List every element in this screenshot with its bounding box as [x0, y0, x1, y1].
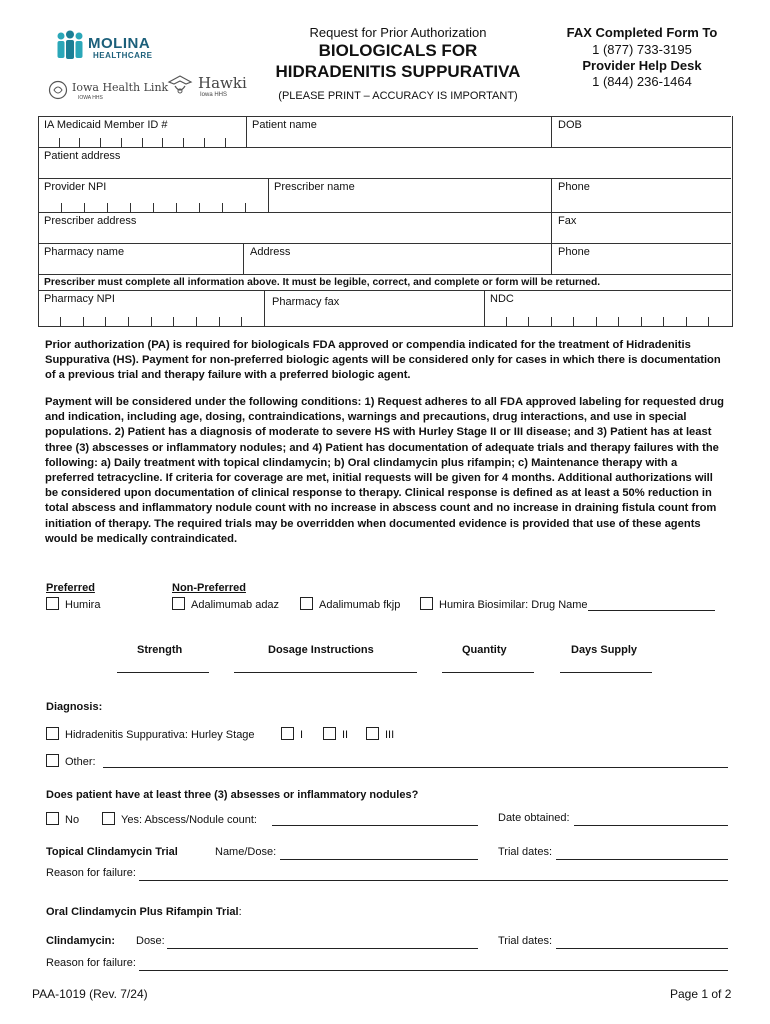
pharmacy-fax-field[interactable]: Pharmacy fax [272, 296, 340, 308]
preferred-label: Preferred [46, 582, 95, 594]
row-pharmacy-npi [38, 290, 731, 327]
adalimumab-fkjp-label: Adalimumab fkjp [319, 599, 401, 611]
date-obtained-line[interactable] [574, 825, 728, 826]
abscess-no-option[interactable] [46, 812, 79, 826]
abscess-no-label: No [65, 814, 80, 826]
ndc-label: NDC [490, 293, 514, 305]
page-number: Page 1 of 2 [670, 987, 732, 1001]
member-id-label: IA Medicaid Member ID # [44, 119, 168, 131]
iowa-health-link-icon [48, 80, 68, 100]
print-instruction: (PLEASE PRINT – ACCURACY IS IMPORTANT) [278, 90, 518, 102]
other-label: Other: [65, 756, 96, 768]
pharmacy-npi-label: Pharmacy NPI [44, 293, 115, 305]
abscess-question: Does patient have at least three (3) absesses or inflammatory nodules? [46, 789, 419, 801]
clindamycin-dose-label: Dose: [136, 935, 165, 947]
fax-field[interactable]: Fax [558, 215, 577, 227]
abscess-yes-option[interactable] [102, 812, 257, 826]
adalimumab-adaz-label: Adalimumab adaz [191, 599, 280, 611]
topical-trial-dates-line[interactable] [556, 859, 728, 860]
biosimilar-drug-name-line[interactable] [588, 610, 715, 611]
fax-label: FAX Completed Form To [566, 25, 718, 40]
payment-conditions-paragraph: Payment will be considered under the following conditions: 1) Request adheres to all FDA approved labeling for requested drug and indication, including age, dosing, contraindications, warnings and precautions, drug interactions, and use in special populations. 2) Patient has a diagnosis of moderate to severe HS with Hurley Stage II or III disease; and 3) Patient has at least three (3) abscesses or inflammatory nodules; and 4) Patient has documentation of adequate trials and therapy failures with the following: a) Daily treatment with topical clindamycin; b) Oral clindamycin plus rifampin; c) Maintenance therapy with a preferred tetracycline. If criteria for coverage are met, initial requests will be given for 4 months. Additional authorizations will be considered upon documentation of clinical response to therapy. Clinical response is defined as at least a 50% reduction in total abscess and inflammatory nodule count with no increase in abscess count and no increase in draining fistula count from initiation of therapy. The required trials may be overridden when documented evidence is provided that use of these agents would be medically contraindicated. [45, 396, 725, 545]
abscess-yes-checkbox[interactable] [102, 812, 115, 825]
help-desk-label: Provider Help Desk [582, 58, 702, 73]
hawki-bird-icon [166, 72, 194, 100]
row-member [38, 116, 731, 148]
row-patient-address [38, 147, 731, 179]
stage-2-label: II [342, 729, 349, 741]
topical-name-dose-line[interactable] [280, 859, 478, 860]
stage-3-label: III [385, 729, 395, 741]
hawki-text: Hawki [198, 74, 247, 92]
stage-2-option[interactable] [323, 727, 348, 741]
diagnosis-label: Diagnosis: [46, 701, 103, 713]
prescriber-address-field[interactable]: Prescriber address [44, 215, 137, 227]
pharmacy-npi-boxes[interactable] [38, 317, 264, 327]
oral-trial-label [46, 906, 242, 918]
days-supply-header: Days Supply [571, 644, 638, 656]
row-provider [38, 178, 731, 213]
hs-label: Hidradenitis Suppurativa: Hurley Stage [65, 729, 255, 741]
abscess-yes-label: Yes: Abscess/Nodule count: [121, 814, 257, 826]
stage-1-label: I [300, 729, 304, 741]
humira-biosimilar-option[interactable] [420, 597, 715, 611]
provider-npi-label: Provider NPI [44, 181, 107, 193]
pharmacy-name-field[interactable]: Pharmacy name [44, 246, 125, 258]
stage-3-option[interactable] [366, 727, 394, 741]
adalimumab-adaz-checkbox[interactable] [172, 597, 185, 610]
ndc-boxes[interactable] [484, 317, 731, 327]
topical-trial-label: Topical Clindamycin Trial [46, 846, 178, 858]
abscess-no-checkbox[interactable] [46, 812, 59, 825]
days-supply-line[interactable] [560, 672, 652, 673]
strength-header: Strength [137, 644, 183, 656]
oral-reason-label: Reason for failure: [46, 957, 136, 969]
other-checkbox[interactable] [46, 754, 59, 767]
stage-1-checkbox[interactable] [281, 727, 294, 740]
nonpreferred-label: Non-Preferred [172, 582, 246, 594]
form-id: PAA-1019 (Rev. 7/24) [32, 987, 148, 1001]
stage-1-option[interactable] [281, 727, 303, 741]
topical-name-dose-label: Name/Dose: [215, 846, 277, 858]
form-title-line-1: BIOLOGICALS FOR [318, 41, 478, 60]
oral-trial-dates-line[interactable] [556, 948, 728, 949]
other-line[interactable] [103, 767, 728, 768]
molina-brand: MOLINA [88, 35, 151, 52]
hs-checkbox[interactable] [46, 727, 59, 740]
clindamycin-label: Clindamycin: [46, 935, 116, 947]
hawki-sub: Iowa HHS [200, 92, 228, 98]
phone-field-1[interactable]: Phone [558, 181, 590, 193]
adalimumab-fkjp-option[interactable] [300, 597, 400, 611]
stage-3-checkbox[interactable] [366, 727, 379, 740]
strength-line[interactable] [117, 672, 209, 673]
molina-people-icon [55, 30, 85, 60]
iowa-health-link-sub: IOWA HHS [78, 95, 103, 101]
row-prescriber-address [38, 212, 731, 244]
molina-sub: HEALTHCARE [93, 51, 153, 60]
dosage-line[interactable] [234, 672, 417, 673]
molina-logo [55, 30, 160, 64]
oral-trial-title: Oral Clindamycin Plus Rifampin Trial [46, 906, 239, 918]
dob-field[interactable]: DOB [558, 119, 582, 131]
hs-option[interactable] [46, 727, 255, 741]
request-title: Request for Prior Authorization [309, 25, 487, 40]
stage-2-checkbox[interactable] [323, 727, 336, 740]
oral-trial-colon: : [238, 906, 242, 918]
fax-number: 1 (877) 733-3195 [592, 42, 692, 57]
humira-biosimilar-checkbox[interactable] [420, 597, 433, 610]
oral-reason-line[interactable] [139, 970, 728, 971]
adalimumab-adaz-option[interactable] [172, 597, 279, 611]
row-notice [38, 274, 731, 290]
humira-checkbox[interactable] [46, 597, 59, 610]
oral-trial-dates-label: Trial dates: [498, 935, 553, 947]
patient-address-field[interactable]: Patient address [44, 150, 121, 162]
clindamycin-dose-line[interactable] [167, 948, 478, 949]
completion-notice: Prescriber must complete all information above. It must be legible, correct, and complete or form will be returned. [44, 277, 601, 288]
row-pharmacy [38, 243, 731, 275]
help-desk-number: 1 (844) 236-1464 [592, 74, 692, 89]
prescriber-name-field[interactable]: Prescriber name [274, 181, 355, 193]
dosage-header: Dosage Instructions [268, 644, 374, 656]
pa-intro-paragraph: Prior authorization (PA) is required for biologicals FDA approved or compendia indicated for the treatment of Hidradenitis Suppurativa (HS). Payment for non-preferred biologic agents will be considered only for cases in which there is documentation of a previous trial and therapy failure with a preferred biologic agent. [45, 339, 721, 382]
hawki-logo [166, 70, 246, 104]
phone-field-2[interactable]: Phone [558, 246, 590, 258]
topical-reason-label: Reason for failure: [46, 867, 136, 879]
form-title-line-2: HIDRADENITIS SUPPURATIVA [275, 62, 521, 81]
patient-name-field[interactable]: Patient name [252, 119, 317, 131]
other-option[interactable] [46, 754, 96, 768]
iowa-health-link-logo [48, 78, 169, 104]
topical-trial-dates-label: Trial dates: [498, 846, 553, 858]
address-field[interactable]: Address [250, 246, 291, 258]
iowa-health-link-text: Iowa Health Link [72, 81, 169, 94]
adalimumab-fkjp-checkbox[interactable] [300, 597, 313, 610]
humira-option[interactable] [46, 597, 100, 611]
abscess-count-line[interactable] [272, 825, 478, 826]
topical-reason-line[interactable] [139, 880, 728, 881]
humira-biosimilar-label: Humira Biosimilar: Drug Name [439, 599, 588, 611]
date-obtained-label: Date obtained: [498, 812, 570, 824]
quantity-line[interactable] [442, 672, 534, 673]
humira-label: Humira [65, 599, 101, 611]
quantity-header: Quantity [462, 644, 507, 656]
